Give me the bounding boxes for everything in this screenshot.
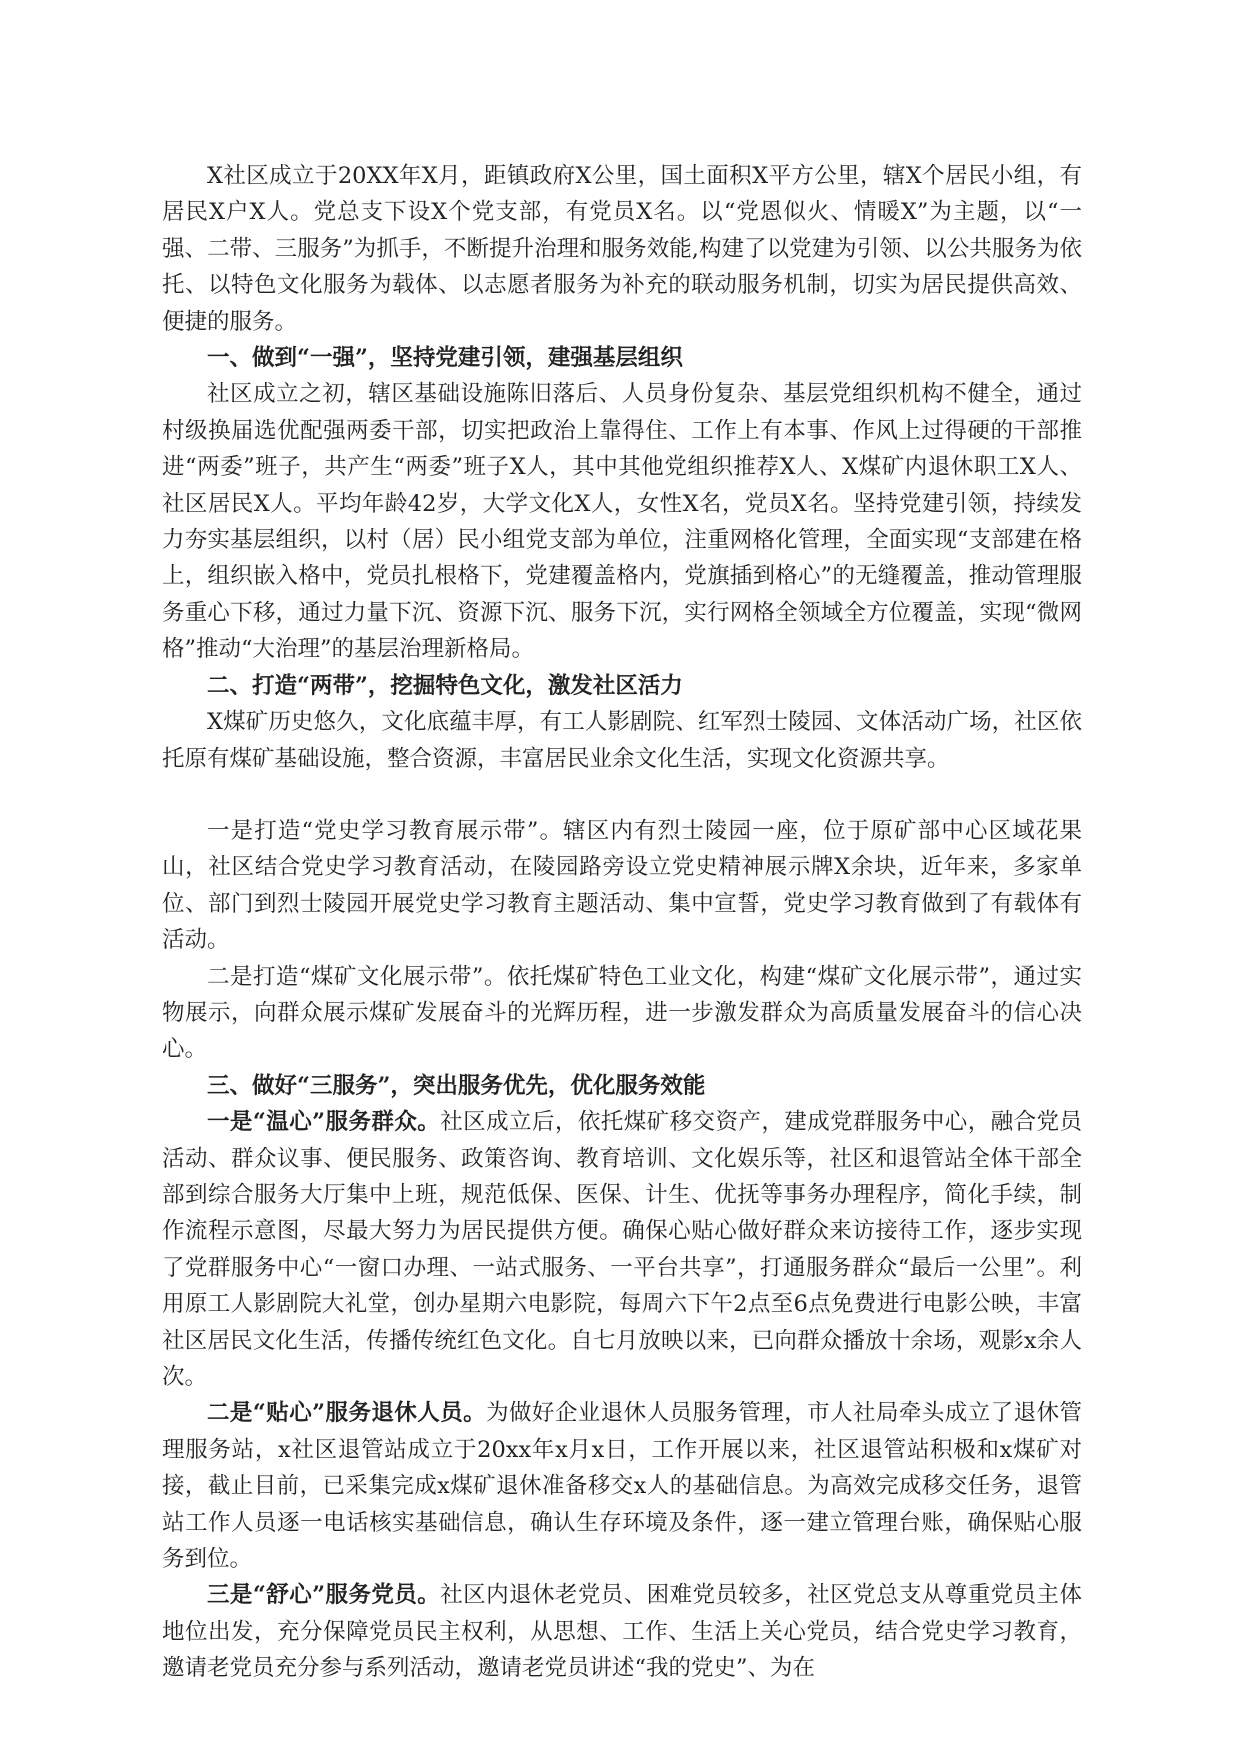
section-2-paragraph-2: 一是打造“党史学习教育展示带”。辖区内有烈士陵园一座，位于原矿部中心区域花果山，社区结合党史学习教育活动，在陵园路旁设立党史精神展示牌X余块，近年来，多家单位、部门到烈士陵园开展党史学习教育主题活动、集中宣誓，党史学习教育做到了有载体有活动。	[162, 817, 1082, 954]
section-3-heading: 三、做好“三服务”，突出服务优先，优化服务效能	[207, 1072, 706, 1099]
item-1-body: 社区成立后，依托煤矿移交资产，建成党群服务中心，融合党员活动、群众议事、便民服务、政策咨询、教育培训、文化娱乐等，社区和退管站全体干部全部到综合服务大厅集中上班，规范低保、医保、计生、优抚等事务办理程序，简化手续，制作流程示意图，尽最大努力为居民提供方便。确保心贴心做好群众来访接待工作，逐步实现了党群服务中心“一窗口办理、一站式服务、一平台共享”，打通服务群众“最后一公里”。利用原工人影剧院大礼堂，创办星期六电影院，每周六下午2点至6点免费进行电影公映，丰富社区居民文化生活，传播传统红色文化。自七月放映以来，已向群众播放十余场，观影x余人次。	[162, 1109, 1082, 1390]
item-2-title: 二是“贴心”服务退休人员。	[207, 1400, 487, 1427]
section-2-paragraph-1: X煤矿历史悠久，文化底蕴丰厚，有工人影剧院、红军烈士陵园、文体活动广场，社区依托原有煤矿基础设施，整合资源，丰富居民业余文化生活，实现文化资源共享。	[162, 709, 1082, 772]
section-3-item-2	[162, 1395, 1082, 1577]
document-body	[162, 158, 1082, 1687]
section-1-paragraph: 社区成立之初，辖区基础设施陈旧落后、人员身份复杂、基层党组织机构不健全，通过村级换届选优配强两委干部，切实把政治上靠得住、工作上有本事、作风上过得硬的干部推进“两委”班子，共产生“两委”班子X人，其中其他党组织推荐X人、X煤矿内退休职工X人、社区居民X人。平均年龄42岁，大学文化X人，女性X名，党员X名。坚持党建引领，持续发力夯实基层组织，以村（居）民小组党支部为单位，注重网格化管理，全面实现“支部建在格上，组织嵌入格中，党员扎根格下，党建覆盖格内，党旗插到格心”的无缝覆盖，推动管理服务重心下移，通过力量下沉、资源下沉、服务下沉，实行网格全领域全方位覆盖，实现“微网格”推动“大治理”的基层治理新格局。	[162, 381, 1082, 663]
section-1-heading: 一、做到“一强”，坚持党建引领，建强基层组织	[207, 345, 683, 372]
item-3-body: 社区内退休老党员、困难党员较多，社区党总支从尊重党员主体地位出发，充分保障党员民主权利，从思想、工作、生活上关心党员，结合党史学习教育，邀请老党员充分参与系列活动，邀请老党员讲述“我的党史”、为在	[162, 1582, 1082, 1682]
section-3-item-3	[162, 1577, 1082, 1686]
item-2-body: 为做好企业退休人员服务管理，市人社局牵头成立了退休管理服务站，x社区退管站成立于20xx年x月x日，工作开展以来，社区退管站积极和x煤矿对接，截止目前，已采集完成x煤矿退休准备移交x人的基础信息。为高效完成移交任务，退管站工作人员逐一电话核实基础信息，确认生存环境及条件，逐一建立管理台账，确保贴心服务到位。	[162, 1400, 1082, 1573]
section-3-item-1	[162, 1104, 1082, 1395]
section-2-heading: 二、打造“两带”，挖掘特色文化，激发社区活力	[207, 672, 683, 699]
item-1-title: 一是“温心”服务群众。	[207, 1109, 441, 1136]
paragraph-gap	[162, 777, 1082, 813]
section-2-paragraph-3: 二是打造“煤矿文化展示带”。依托煤矿特色工业文化，构建“煤矿文化展示带”，通过实物展示，向群众展示煤矿发展奋斗的光辉历程，进一步激发群众为高质量发展奋斗的信心决心。	[162, 963, 1082, 1063]
intro-paragraph: X社区成立于20XX年X月，距镇政府X公里，国土面积X平方公里，辖X个居民小组，有居民X户X人。党总支下设X个党支部，有党员X名。以“党恩似火、情暖X”为主题，以“一强、二带、三服务”为抓手，不断提升治理和服务效能,构建了以党建为引领、以公共服务为依托、以特色文化服务为载体、以志愿者服务为补充的联动服务机制，切实为居民提供高效、便捷的服务。	[162, 163, 1082, 335]
item-3-title: 三是“舒心”服务党员。	[207, 1582, 441, 1609]
